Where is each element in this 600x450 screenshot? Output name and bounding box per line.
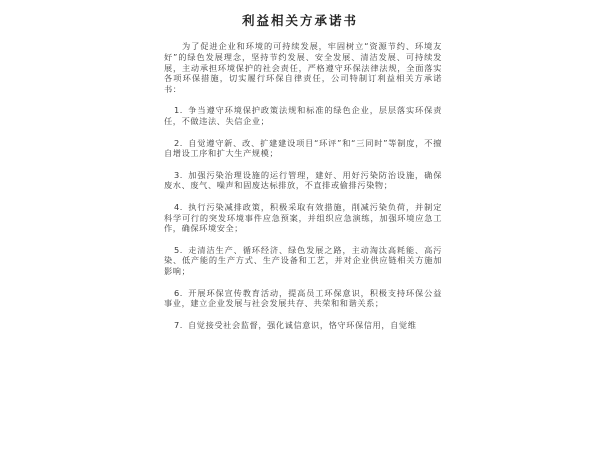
item-text: 加强污染治理设施的运行管理，建好、用好污染防治设施，确保废水、废气、噪声和固废达标排放，不直排或偷排污染物； xyxy=(164,169,442,191)
commitment-item xyxy=(164,138,442,160)
document-body xyxy=(164,41,442,341)
item-number: 5. xyxy=(174,244,184,255)
commitment-item xyxy=(164,105,442,127)
item-text: 执行污染减排政策，积极采取有效措施，削减污染负荷，并制定科学可行的突发环境事件应急预案，并组织应急演练，加强环境应急工作，确保环境安全； xyxy=(164,201,442,234)
item-text: 自觉遵守新、改、扩建建设项目“环评”和“三同时”等制度，不擅自增设工序和扩大生产规模； xyxy=(164,137,442,159)
commitment-item xyxy=(164,320,442,331)
commitment-item xyxy=(164,202,442,234)
commitment-item xyxy=(164,288,442,310)
item-number: 7. xyxy=(174,319,184,330)
commitment-item xyxy=(164,170,442,192)
item-number: 3. xyxy=(174,169,184,180)
item-number: 2. xyxy=(174,137,184,148)
intro-paragraph: 为了促进企业和环境的可持续发展，牢固树立“资源节约、环境友好”的绿色发展理念，坚持节约发展、安全发展、清洁发展、可持续发展，主动承担环境保护的社会责任，严格遵守环保法律法规，全面落实各项环保措施，切实履行环保自律责任，公司特制订利益相关方承诺书： xyxy=(164,41,442,95)
item-text: 自觉接受社会监督，强化诚信意识，恪守环保信用，自觉维 xyxy=(188,319,417,330)
item-text: 争当遵守环境保护政策法规和标准的绿色企业，层层落实环保责任，不做违法、失信企业； xyxy=(164,105,442,127)
item-number: 6. xyxy=(174,287,184,298)
document-title: 利益相关方承诺书 xyxy=(241,13,358,28)
item-number: 1. xyxy=(174,105,184,116)
item-text: 走清洁生产、循环经济、绿色发展之路，主动淘汰高耗能、高污染、低产能的生产方式、生产设备和工艺，并对企业供应链相关方施加影响； xyxy=(164,244,442,277)
commitment-item xyxy=(164,245,442,277)
item-text: 开展环保宣传教育活动，提高员工环保意识，积极支持环保公益事业，建立企业发展与社会发展共存、共荣和和谐关系； xyxy=(164,287,442,309)
item-number: 4. xyxy=(174,201,184,212)
